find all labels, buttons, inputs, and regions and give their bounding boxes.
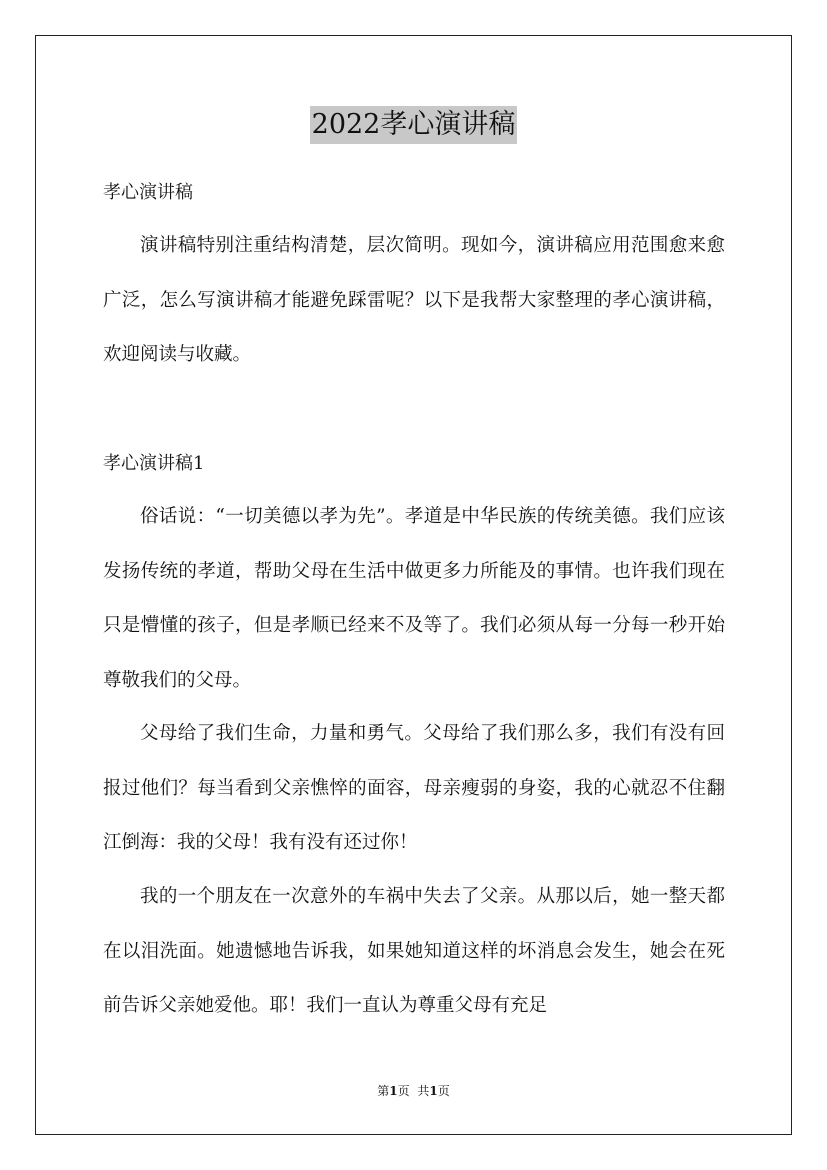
- footer-page-current: 1: [389, 1084, 398, 1098]
- footer-page-total: 1: [429, 1084, 438, 1098]
- intro-heading: 孝心演讲稿: [103, 182, 193, 203]
- body-paragraph-1: 俗话说：“一切美德以孝为先”。孝道是中华民族的传统美德。我们应该发扬传统的孝道，帮助父母在生活中做更多力所能及的事情。也许我们现在只是懵懂的孩子，但是孝顺已经来不及等了。我们必须从每一分每一秒开始尊敬我们的父母。: [103, 506, 725, 691]
- footer-page-suffix: 页: [397, 1084, 410, 1098]
- intro-paragraph: 演讲稿特别注重结构清楚，层次简明。现如今，演讲稿应用范围愈来愈广泛，怎么写演讲稿才能避免踩雷呢？以下是我帮大家整理的孝心演讲稿，欢迎阅读与收藏。: [103, 235, 725, 365]
- body-paragraph-2: 父母给了我们生命，力量和勇气。父母给了我们那么多，我们有没有回报过他们？每当看到父亲憔悴的面容，母亲瘦弱的身姿，我的心就忍不住翻江倒海：我的父母！我有没有还过你！: [103, 723, 725, 853]
- footer-total-prefix: 共: [417, 1084, 430, 1098]
- footer-total-suffix: 页: [437, 1084, 450, 1098]
- document-title-block: [0, 103, 827, 144]
- footer-page-prefix: 第: [377, 1084, 390, 1098]
- section1-heading: 孝心演讲稿1: [103, 453, 205, 474]
- document-title: 2022孝心演讲稿: [310, 106, 518, 144]
- body-paragraph-3: 我的一个朋友在一次意外的车祸中失去了父亲。从那以后，她一整天都在以泪洗面。她遗憾地告诉我，如果她知道这样的坏消息会发生，她会在死前告诉父亲她爱他。耶！我们一直认为尊重父母有充足: [103, 886, 725, 1016]
- page-footer: [0, 1083, 827, 1099]
